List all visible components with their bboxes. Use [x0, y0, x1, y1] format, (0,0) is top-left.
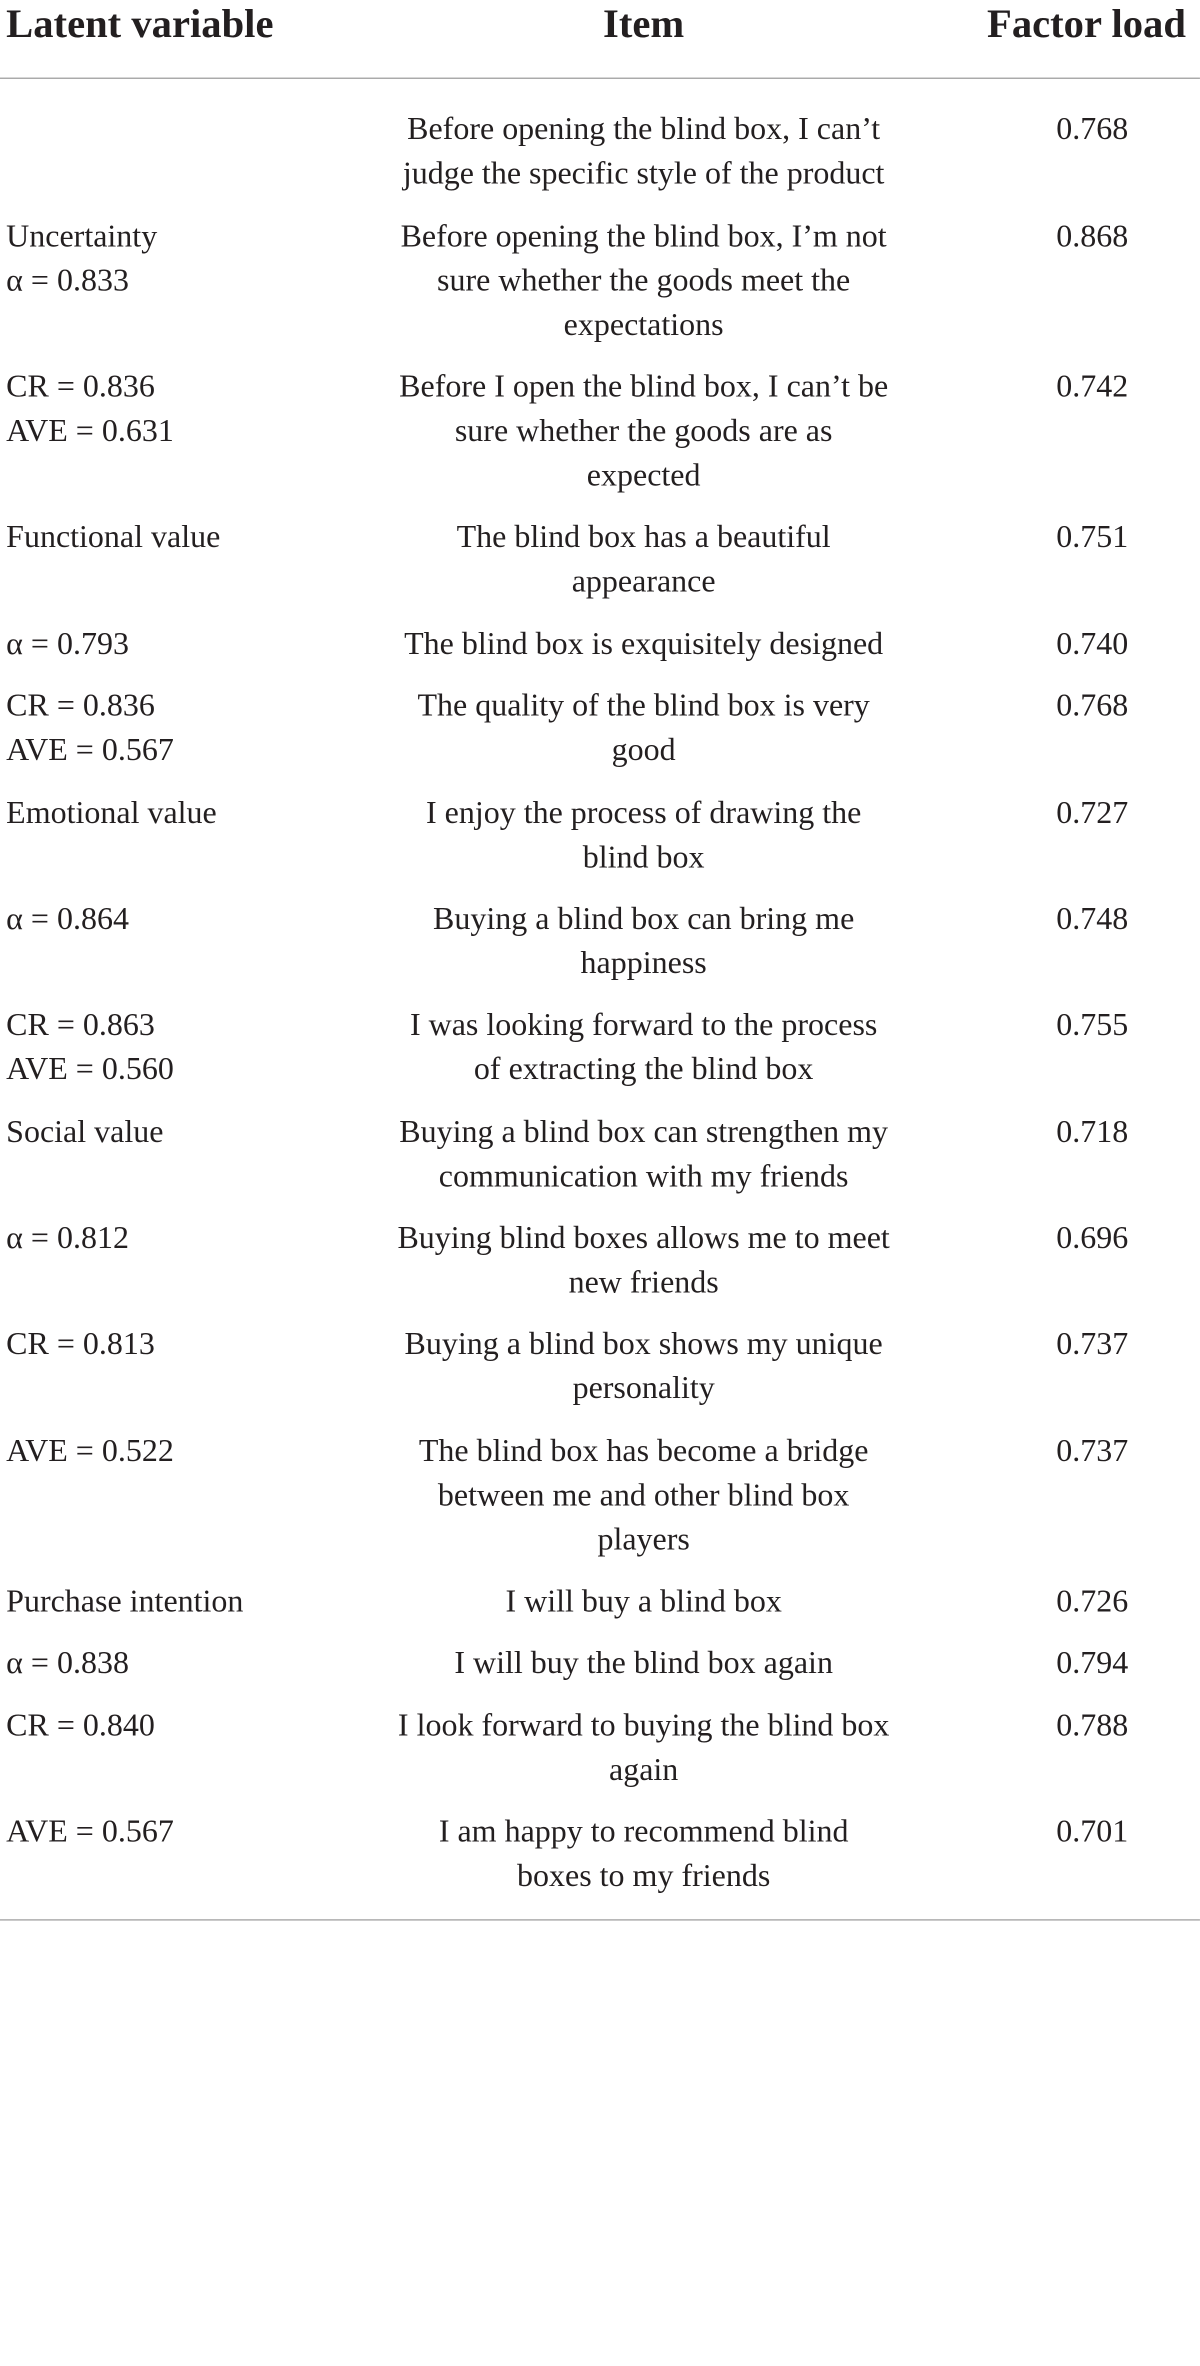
factor-load-cell: 0.737 [1056, 1325, 1129, 1362]
latent-variable-cell [6, 1579, 363, 1623]
factor-load-cell: 0.868 [1056, 218, 1129, 254]
factor-load-cell: 0.748 [1056, 900, 1129, 937]
latent-variable-cell [6, 684, 363, 773]
item-line: The blind box has a beautiful [456, 518, 831, 555]
item-line: I will buy a blind box [505, 1582, 782, 1619]
latent-variable-line: CR = 0.813 [6, 1325, 155, 1362]
latent-variable-line: CR = 0.836 [6, 687, 155, 724]
factor-load-cell: 0.740 [1056, 625, 1129, 662]
item-line: Before opening the blind box, I’m not [400, 218, 887, 254]
factor-load-cell: 0.718 [1056, 1113, 1129, 1150]
item-line: Buying blind boxes allows me to meet [397, 1219, 890, 1256]
item-line: I will buy the blind box again [454, 1644, 833, 1681]
item-line: boxes to my friends [517, 1857, 771, 1894]
latent-variable-line: CR = 0.863 [6, 1006, 155, 1043]
item-cell [369, 791, 918, 880]
factor-load-cell: 0.742 [1056, 368, 1129, 405]
latent-variable-line: α = 0.793 [6, 625, 129, 662]
item-cell [369, 1216, 918, 1305]
latent-variable-cell [6, 214, 363, 303]
latent-variable-line: α = 0.838 [6, 1644, 129, 1681]
item-line: I look forward to buying the blind box [397, 1707, 890, 1744]
item-line: appearance [571, 562, 716, 599]
item-line: Before opening the blind box, I can’t [407, 110, 881, 147]
item-line: of extracting the blind box [473, 1050, 814, 1087]
item-line: I was looking forward to the process [409, 1006, 878, 1043]
item-cell [369, 107, 918, 196]
item-line: Buying a blind box can bring me [433, 900, 855, 937]
item-cell [369, 1704, 918, 1793]
item-cell [369, 1641, 918, 1685]
item-line: sure whether the goods are as [454, 412, 833, 449]
item-line: again [609, 1751, 679, 1788]
latent-variable-cell [6, 1810, 363, 1854]
latent-variable-line: α = 0.833 [6, 262, 129, 299]
item-line: The blind box has become a bridge [418, 1432, 869, 1469]
latent-variable-line: CR = 0.840 [6, 1707, 155, 1744]
factor-load-cell: 0.737 [1056, 1432, 1129, 1469]
header-rule [0, 78, 1200, 79]
latent-variable-line: AVE = 0.631 [6, 412, 174, 449]
factor-load-cell: 0.727 [1056, 794, 1129, 831]
item-cell [369, 897, 918, 986]
factor-load-cell: 0.701 [1056, 1813, 1129, 1850]
factor-load-cell: 0.696 [1056, 1219, 1129, 1256]
item-cell [369, 1579, 918, 1623]
item-cell [369, 1429, 918, 1562]
item-line: Before I open the blind box, I can’t be [399, 368, 889, 405]
item-line: communication with my friends [438, 1157, 849, 1194]
item-line: Buying a blind box shows my unique [404, 1325, 883, 1362]
item-line: players [597, 1521, 690, 1558]
factor-load-cell: 0.726 [1056, 1582, 1129, 1619]
factor-load-cell: 0.768 [1056, 110, 1129, 147]
item-line: good [611, 731, 676, 768]
item-line: happiness [580, 944, 707, 981]
latent-variable-line: AVE = 0.567 [6, 731, 174, 768]
item-cell [369, 515, 918, 604]
item-cell [369, 1810, 918, 1899]
latent-variable-line: Emotional value [6, 794, 217, 831]
latent-variable-line: AVE = 0.560 [6, 1050, 174, 1087]
item-line: The quality of the blind box is very [417, 687, 870, 724]
latent-variable-cell [6, 622, 363, 666]
latent-variable-line: AVE = 0.522 [6, 1432, 174, 1469]
item-line: judge the specific style of the product [402, 155, 885, 191]
latent-variable-cell [6, 1429, 363, 1473]
latent-variable-cell [6, 515, 363, 559]
latent-variable-cell [6, 1216, 363, 1260]
item-line: Buying a blind box can strengthen my [399, 1113, 889, 1150]
latent-variable-line: AVE = 0.567 [6, 1813, 174, 1850]
latent-variable-cell [6, 897, 363, 941]
item-cell [369, 1322, 918, 1411]
item-line: expected [586, 457, 701, 493]
item-line: I enjoy the process of drawing the [425, 794, 862, 831]
item-line: The blind box is exquisitely designed [404, 625, 884, 662]
latent-variable-cell [6, 791, 363, 835]
item-cell [369, 365, 918, 498]
header-factor-load: Factor load [987, 2, 1186, 47]
factor-load-cell: 0.794 [1056, 1644, 1129, 1681]
item-line: sure whether the goods meet the [437, 262, 851, 299]
item-line: personality [572, 1369, 715, 1406]
item-line: I am happy to recommend blind [438, 1813, 849, 1850]
header-latent-variable: Latent variable [6, 2, 274, 47]
header-item: Item [603, 2, 685, 47]
item-line: expectations [563, 306, 724, 343]
item-cell [369, 1110, 918, 1199]
latent-variable-cell [6, 1322, 363, 1366]
factor-load-cell: 0.751 [1056, 518, 1129, 555]
factor-load-cell: 0.755 [1056, 1006, 1129, 1043]
bottom-rule [0, 1919, 1200, 1920]
latent-variable-line: Functional value [6, 518, 221, 555]
item-cell [369, 1003, 918, 1092]
item-cell [369, 622, 918, 666]
latent-variable-line: α = 0.864 [6, 900, 129, 937]
latent-variable-cell [6, 365, 363, 454]
factor-load-cell: 0.768 [1056, 687, 1129, 724]
item-cell [369, 684, 918, 773]
item-line: blind box [582, 838, 705, 875]
latent-variable-line: Purchase intention [6, 1582, 244, 1619]
latent-variable-line: CR = 0.836 [6, 368, 155, 405]
latent-variable-line: Social value [6, 1113, 164, 1150]
factor-load-cell: 0.788 [1056, 1707, 1129, 1744]
item-line: between me and other blind box [437, 1477, 850, 1513]
latent-variable-cell [6, 1641, 363, 1685]
latent-variable-line: α = 0.812 [6, 1219, 129, 1256]
latent-variable-cell [6, 1704, 363, 1748]
latent-variable-line: Uncertainty [6, 218, 158, 254]
item-cell [369, 214, 918, 347]
latent-variable-cell [6, 1003, 363, 1092]
latent-variable-cell [6, 1110, 363, 1154]
item-line: new friends [568, 1263, 719, 1300]
